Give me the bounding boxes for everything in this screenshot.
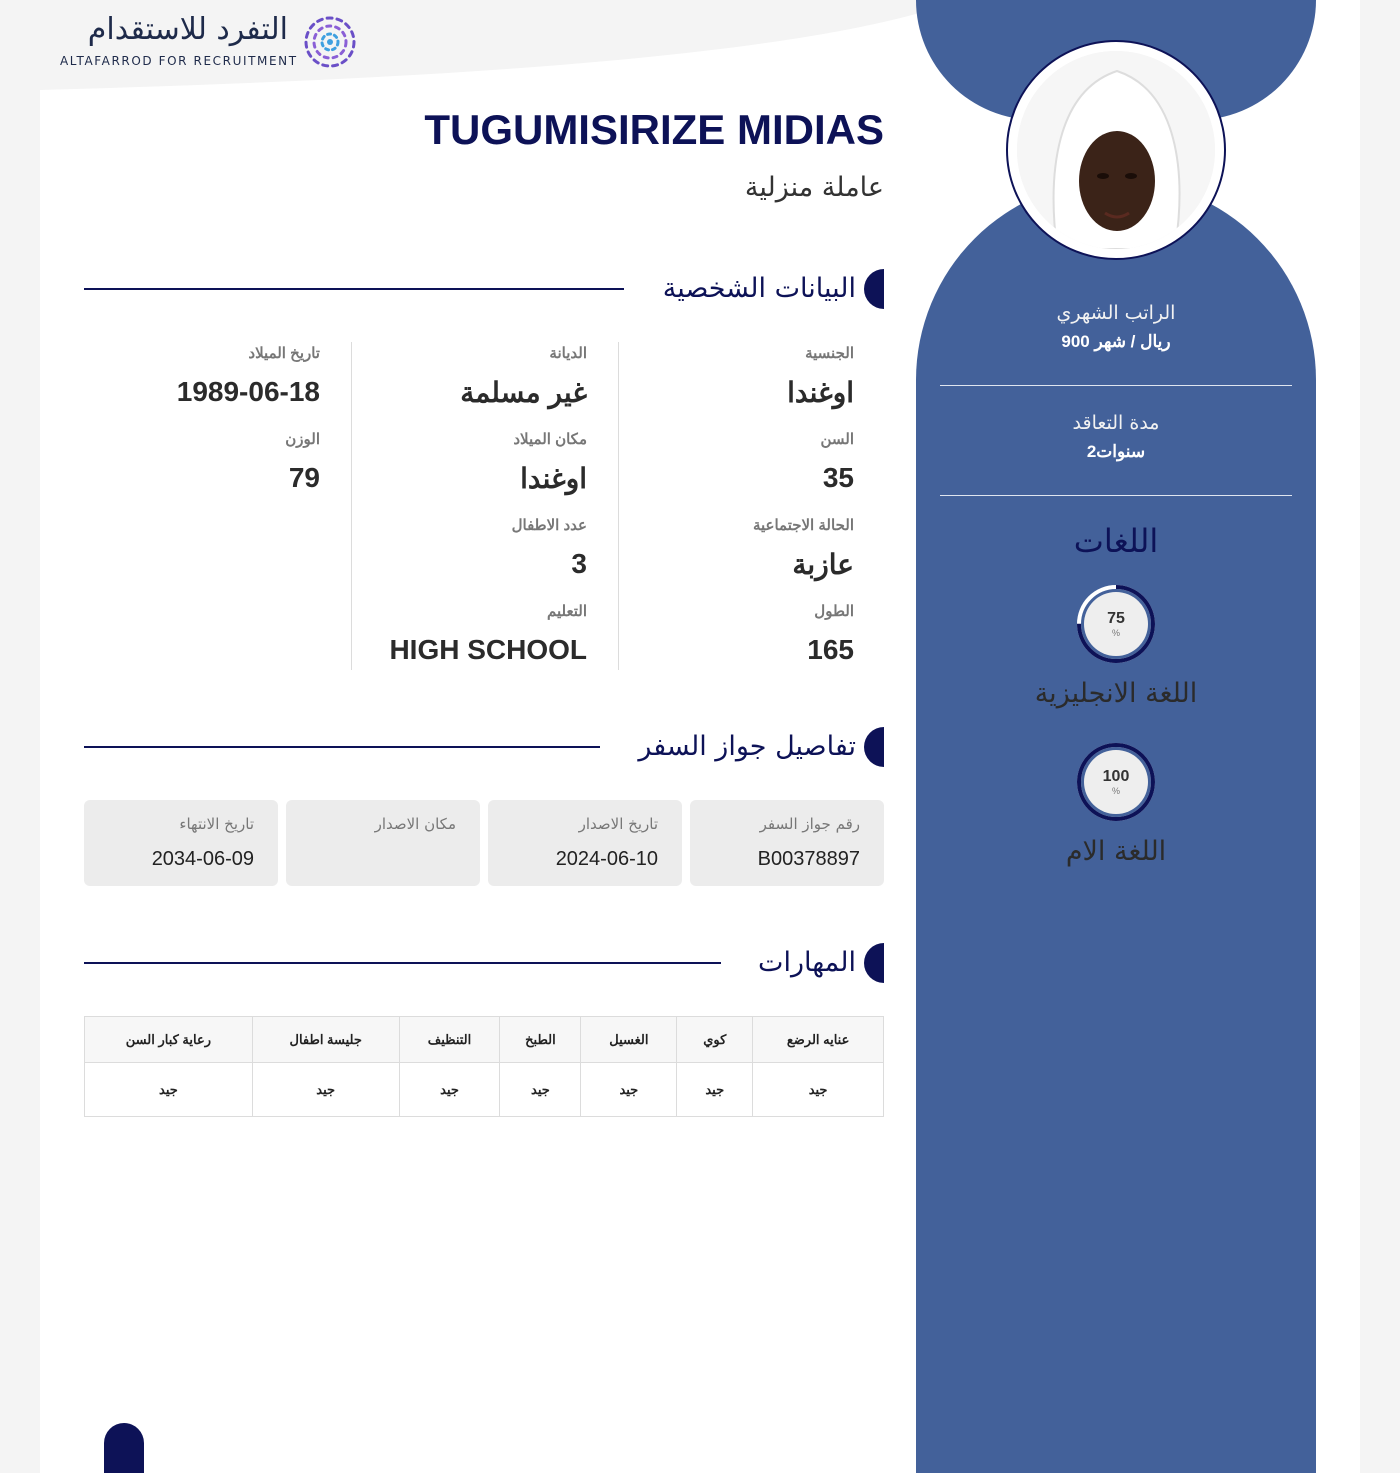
language-gauge [1076, 742, 1156, 822]
sidebar [916, 0, 1316, 1473]
language-name: اللغة الانجليزية [1034, 678, 1198, 709]
passport-card [286, 800, 480, 886]
section-tab-marker [864, 269, 884, 309]
table-cell: جيد [252, 1063, 399, 1117]
sidebar-body [916, 180, 1316, 1473]
field-label: الديانة [549, 345, 587, 362]
field-label: تاريخ الميلاد [248, 345, 320, 362]
section-rule [84, 288, 624, 290]
field-birthdate [177, 344, 320, 408]
section-tab-marker [864, 943, 884, 983]
language-level-unit: % [1111, 628, 1120, 638]
field-age [820, 430, 854, 494]
avatar [1006, 40, 1226, 260]
field-value: اوغندا [787, 377, 854, 408]
field-label: الجنسية [805, 345, 854, 362]
table-cell: جيد [581, 1063, 677, 1117]
card-value: B00378897 [757, 848, 860, 870]
profile-photo [1017, 51, 1215, 249]
languages-title: اللغات [1073, 522, 1159, 560]
field-label: الوزن [285, 431, 320, 448]
section-rule [84, 962, 721, 964]
table-cell: جيد [500, 1063, 581, 1117]
skills-table [84, 1016, 884, 1117]
column-header: جليسة اطفال [252, 1017, 399, 1063]
column-header: الغسيل [581, 1017, 677, 1063]
decorative-tab [104, 1423, 144, 1473]
section-header-skills [84, 943, 884, 983]
table-cell: جيد [677, 1063, 753, 1117]
sidebar-divider [940, 495, 1292, 496]
card-label: تاريخ الانتهاء [179, 815, 254, 833]
field-value: 3 [571, 548, 587, 579]
contract-value: 2سنوات [1086, 442, 1146, 461]
card-value: 2034-06-09 [151, 848, 254, 870]
field-label: مكان الميلاد [513, 431, 587, 448]
column-header: رعاية كبار السن [85, 1017, 253, 1063]
field-value: 79 [288, 462, 320, 493]
column-header: عنايه الرضع [753, 1017, 884, 1063]
section-title: البيانات الشخصية [662, 273, 856, 304]
column-header: كوي [677, 1017, 753, 1063]
field-nationality [787, 344, 854, 409]
salary-value: 900 ريال / شهر [1061, 332, 1171, 351]
field-value: عازبة [792, 549, 854, 580]
section-rule [84, 746, 600, 748]
field-value: 165 [807, 634, 854, 665]
column-header: الطبخ [500, 1017, 581, 1063]
field-value: غير مسلمة [460, 377, 587, 408]
field-height [807, 602, 854, 666]
field-label: الطول [814, 603, 854, 620]
field-label: السن [820, 431, 854, 448]
card-label: رقم جواز السفر [759, 815, 860, 833]
field-value: 35 [822, 462, 854, 493]
sidebar-divider [940, 385, 1292, 386]
column-header: التنظيف [399, 1017, 500, 1063]
table-cell: جيد [399, 1063, 500, 1117]
brand-name-ar: التفرد للاستقدام [87, 12, 288, 47]
field-marital-status [753, 516, 854, 581]
table-header-row [85, 1017, 884, 1063]
language-level-unit: % [1111, 786, 1120, 796]
section-tab-marker [864, 727, 884, 767]
personal-column [84, 342, 350, 670]
field-religion [460, 344, 587, 409]
field-value: HIGH SCHOOL [389, 634, 587, 665]
card-label: مكان الاصدار [374, 815, 456, 833]
section-title: تفاصيل جواز السفر [638, 731, 856, 762]
personal-column [351, 342, 617, 670]
field-weight [285, 430, 320, 494]
card-label: تاريخ الاصدار [578, 815, 658, 833]
brand-mark-icon [302, 14, 358, 70]
brand-logo [58, 12, 358, 74]
job-title: عاملة منزلية [744, 172, 884, 203]
language-gauge [1076, 584, 1156, 664]
table-cell: جيد [85, 1063, 253, 1117]
brand-name-en: ALTAFARROD FOR RECRUITMENT [60, 54, 298, 68]
contract-label: مدة التعاقد [1072, 412, 1160, 434]
language-level-value: 75 [1107, 610, 1125, 627]
salary-label: الراتب الشهري [1056, 302, 1176, 324]
section-title: المهارات [758, 947, 856, 978]
field-birthplace [513, 430, 587, 495]
field-value: اوغندا [520, 463, 587, 494]
field-children [512, 516, 587, 580]
section-header-personal [84, 269, 884, 309]
personal-column [618, 342, 884, 670]
section-header-passport [84, 727, 884, 767]
salary-block [940, 302, 1292, 352]
field-label: الحالة الاجتماعية [752, 517, 854, 534]
field-label: التعليم [547, 603, 587, 620]
passport-card [84, 800, 278, 886]
language-name: اللغة الام [1065, 836, 1167, 867]
passport-card [488, 800, 682, 886]
field-education [389, 602, 587, 666]
table-cell: جيد [753, 1063, 884, 1117]
field-label: عدد الاطفال [511, 517, 587, 534]
contract-block [940, 412, 1292, 462]
field-value: 1989-06-18 [176, 376, 320, 407]
language-level-value: 100 [1102, 768, 1130, 785]
candidate-name: TUGUMISIRIZE MIDIAS [424, 106, 884, 153]
card-value: 2024-06-10 [555, 848, 658, 870]
table-row [85, 1063, 884, 1117]
passport-card [690, 800, 884, 886]
